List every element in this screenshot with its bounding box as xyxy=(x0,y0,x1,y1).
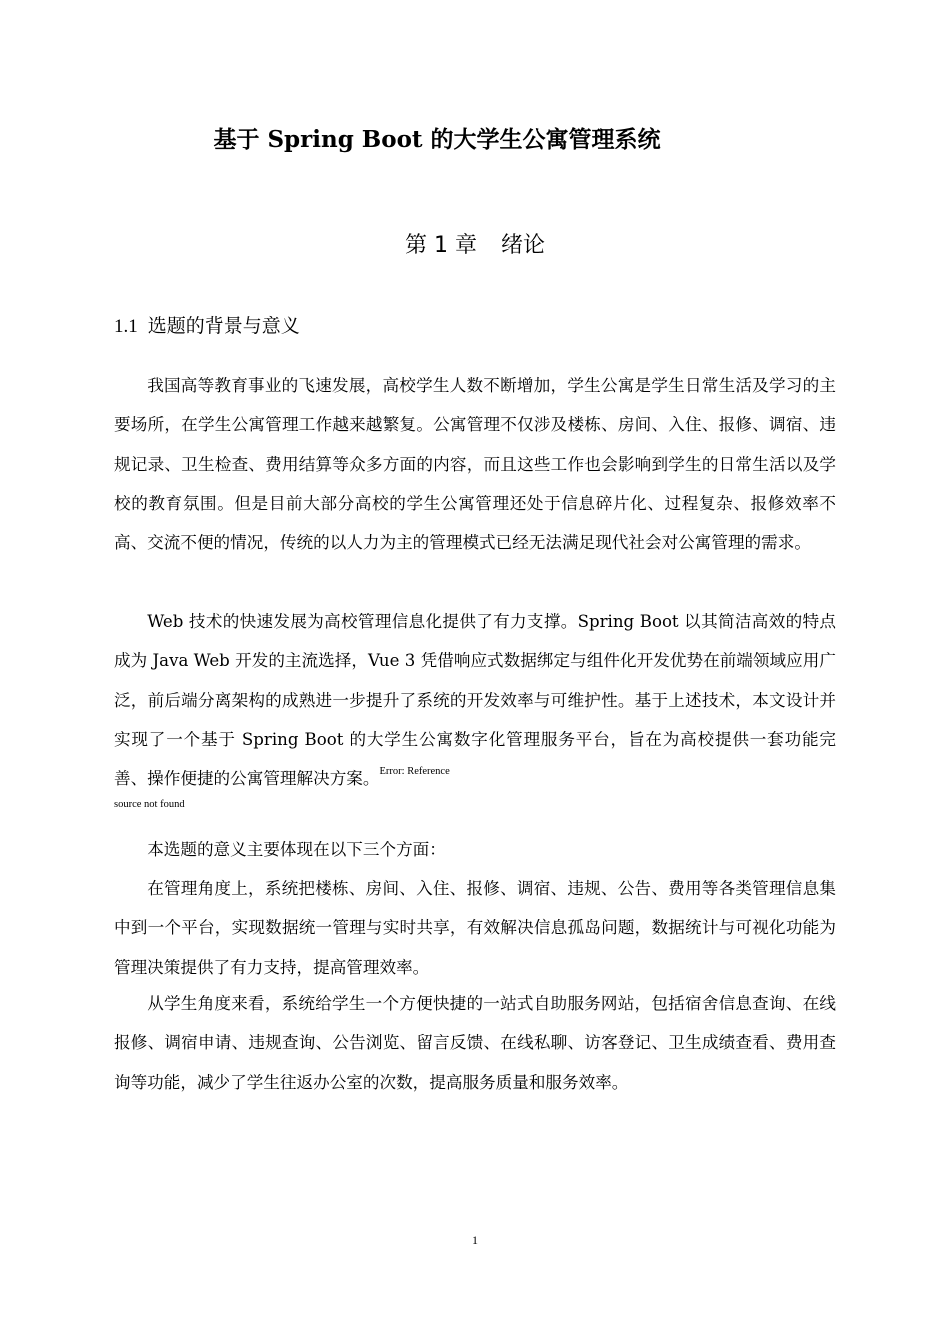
body-paragraph: 我国高等教育事业的飞速发展，高校学生人数不断增加，学生公寓是学生日常生活及学习的主要场所，在学生公寓管理工作越来越繁复。公寓管理不仅涉及楼栋、房间、入住、报修、调宿、违规记录、卫生检查、费用结算等众多方面的内容，而且这些工作也会影响到学生的日常生活以及学校的教育氛围。但是目前大部分高校的学生公寓管理还处于信息碎片化、过程复杂、报修效率不高、交流不便的情况，传统的以人力为主的管理模式已经无法满足现代社会对公寓管理的需求。 xyxy=(114,376,836,553)
reference-error-marker: Error: Reference xyxy=(379,766,450,778)
chapter-label: 第 1 章 xyxy=(405,233,477,258)
chapter-name: 绪论 xyxy=(500,233,545,258)
section-number: 1.1 xyxy=(114,316,138,337)
section-title: 选题的背景与意义 xyxy=(147,315,300,337)
reference-error-continuation: source not found xyxy=(114,799,185,810)
chapter-heading xyxy=(0,228,950,264)
paragraph-text: Web 技术的快速发展为高校管理信息化提供了有力支撑。Spring Boot 以其简洁高效的特点成为 Java Web 开发的主流选择，Vue 3 凭借响应式数据绑定与组件化开发优势在前端领域应用广泛，前后端分离架构的成熟进一步提升了系统的开发效率与可维护性。基于上述技术，本文设计并实现了一个基于 Spring Boot 的大学生公寓数字化管理服务平台，旨在为高校提供一套功能完善、操作便捷的公寓管理解决方案。 xyxy=(114,612,836,789)
document-title: 基于 Spring Boot 的大学生公寓管理系统 xyxy=(213,126,661,153)
body-paragraph xyxy=(114,602,836,798)
body-paragraph: 从学生角度来看，系统给学生一个方便快捷的一站式自助服务网站，包括宿舍信息查询、在线报修、调宿申请、违规查询、公告浏览、留言反馈、在线私聊、访客登记、卫生成绩查看、费用查询等功能，减少了学生往返办公室的次数，提高服务质量和服务效率。 xyxy=(114,994,836,1092)
body-paragraph: 本选题的意义主要体现在以下三个方面： xyxy=(147,840,446,859)
body-paragraph: 在管理角度上，系统把楼栋、房间、入住、报修、调宿、违规、公告、费用等各类管理信息集中到一个平台，实现数据统一管理与实时共享，有效解决信息孤岛问题，数据统计与可视化功能为管理决策提供了有力支持，提高管理效率。 xyxy=(114,879,836,977)
page-number: 1 xyxy=(472,1233,478,1247)
section-heading xyxy=(114,310,300,343)
